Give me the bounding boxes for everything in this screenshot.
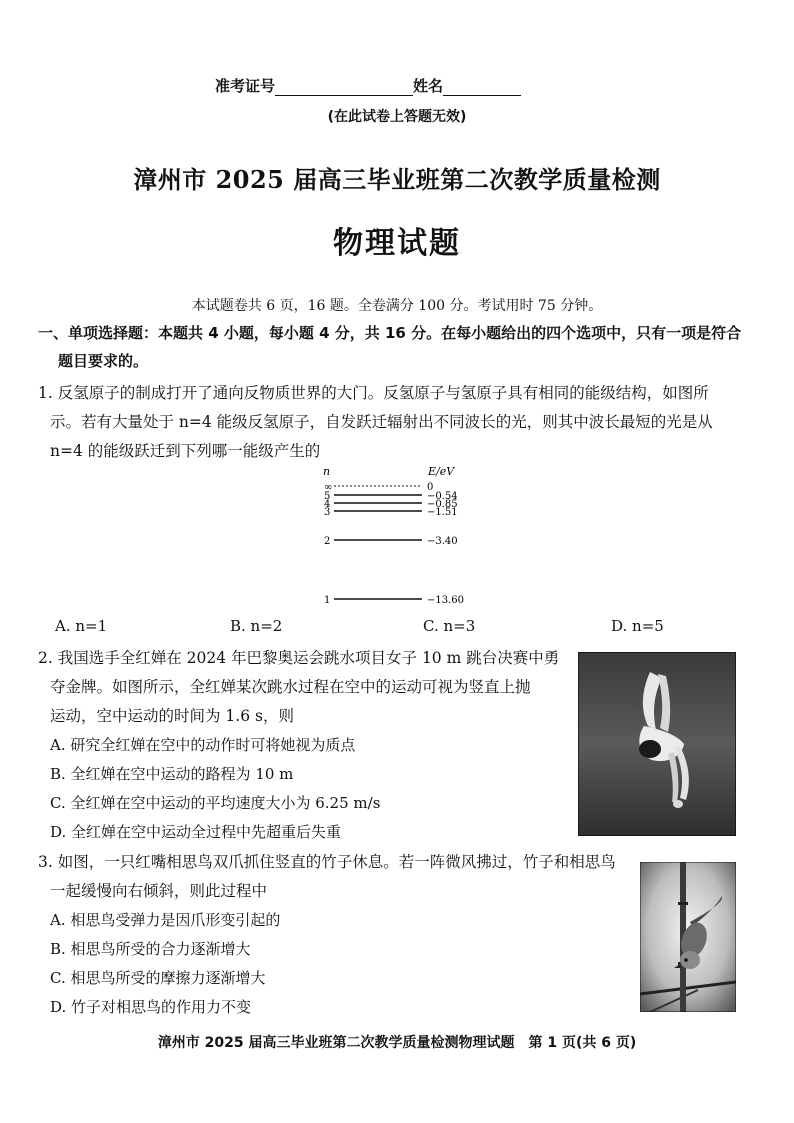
exam-intro: 本试题卷共 6 页，16 题。全卷满分 100 分。考试用时 75 分钟。 <box>191 298 603 314</box>
energy-level-n-6: 1 <box>324 595 331 606</box>
energy-level-e-4: −1.51 <box>427 507 458 518</box>
page-footer: 漳州市 2025 届高三毕业班第二次教学质量检测物理试题 第 1 页(共 6 页) <box>157 1035 637 1051</box>
q2-option-a: A. 研究全红婵在空中的动作时可将她视为质点 <box>50 736 356 754</box>
q1-line3: n=4 的能级跃迁到下列哪一能级产生的 <box>50 442 321 460</box>
q2-option-b: B. 全红婵在空中运动的路程为 10 m <box>50 765 294 783</box>
q1-option-a: A. n=1 <box>55 617 108 635</box>
invalid-notice: (在此试卷上答题无效) <box>327 109 467 125</box>
name-label: 姓名 <box>413 77 444 95</box>
energy-level-n-5: 2 <box>324 536 331 547</box>
q1-line1: 1. 反氢原子的制成打开了通向反物质世界的大门。反氢原子与氢原子具有相同的能级结构，如图所 <box>38 384 709 402</box>
ticket-label: 准考证号 <box>215 77 276 95</box>
energy-level-e-1: 0 <box>427 482 434 493</box>
q3-option-b: B. 相思鸟所受的合力逐渐增大 <box>50 940 251 958</box>
section-heading-line1: 一、单项选择题：本题共 4 小题，每小题 4 分，共 16 分。在每小题给出的四个选项中，只有一项是符合 <box>38 324 742 342</box>
q3-line2: 一起缓慢向右倾斜，则此过程中 <box>50 882 268 900</box>
q3-line1: 3. 如图，一只红嘴相思鸟双爪抓住竖直的竹子休息。若一阵微风拂过，竹子和相思鸟 <box>38 853 616 871</box>
q1-option-c: C. n=3 <box>423 617 476 635</box>
q3-option-c: C. 相思鸟所受的摩擦力逐渐增大 <box>50 969 266 987</box>
energy-level-diagram <box>310 462 480 612</box>
name-blank <box>443 81 521 96</box>
subject-title: 物理试题 <box>333 226 461 261</box>
q3-option-a: A. 相思鸟受弹力是因爪形变引起的 <box>50 911 281 929</box>
q1-option-d: D. n=5 <box>611 617 664 635</box>
diagram-e-label: E/eV <box>428 465 455 478</box>
q3-option-d: D. 竹子对相思鸟的作用力不变 <box>50 998 252 1016</box>
energy-level-e-5: −3.40 <box>427 536 458 547</box>
diagram-n-label: n <box>323 465 331 478</box>
q1-line2: 示。若有大量处于 n=4 能级反氢原子，自发跃迁辐射出不同波长的光，则其中波长最短的光是从 <box>50 413 713 431</box>
exam-title: 漳州市 2025 届高三毕业班第二次教学质量检测 <box>133 165 661 194</box>
q2-option-c: C. 全红婵在空中运动的平均速度大小为 6.25 m/s <box>50 794 381 812</box>
energy-level-e-6: −13.60 <box>427 595 465 606</box>
energy-level-n-2: 5 <box>324 491 331 502</box>
bird-photo <box>640 862 736 1012</box>
ticket-blank <box>275 81 413 96</box>
diver-photo <box>578 652 736 836</box>
energy-level-n-4: 3 <box>324 507 331 518</box>
exam-header <box>215 75 521 96</box>
energy-level-n-3: 4 <box>324 499 331 510</box>
q1-option-b: B. n=2 <box>230 617 283 635</box>
energy-level-e-2: −0.54 <box>427 491 458 502</box>
energy-level-n-1: ∞ <box>324 482 333 493</box>
q2-option-d: D. 全红婵在空中运动全过程中先超重后失重 <box>50 823 342 841</box>
energy-level-e-3: −0.85 <box>427 499 458 510</box>
energy-levels <box>324 482 464 606</box>
q2-line3: 运动，空中运动的时间为 1.6 s，则 <box>50 707 294 725</box>
section-heading-line2: 题目要求的。 <box>58 352 149 370</box>
q2-line1: 2. 我国选手全红婵在 2024 年巴黎奥运会跳水项目女子 10 m 跳台决赛中勇 <box>38 649 560 667</box>
q2-line2: 夺金牌。如图所示，全红婵某次跳水过程在空中的运动可视为竖直上抛 <box>50 678 531 696</box>
